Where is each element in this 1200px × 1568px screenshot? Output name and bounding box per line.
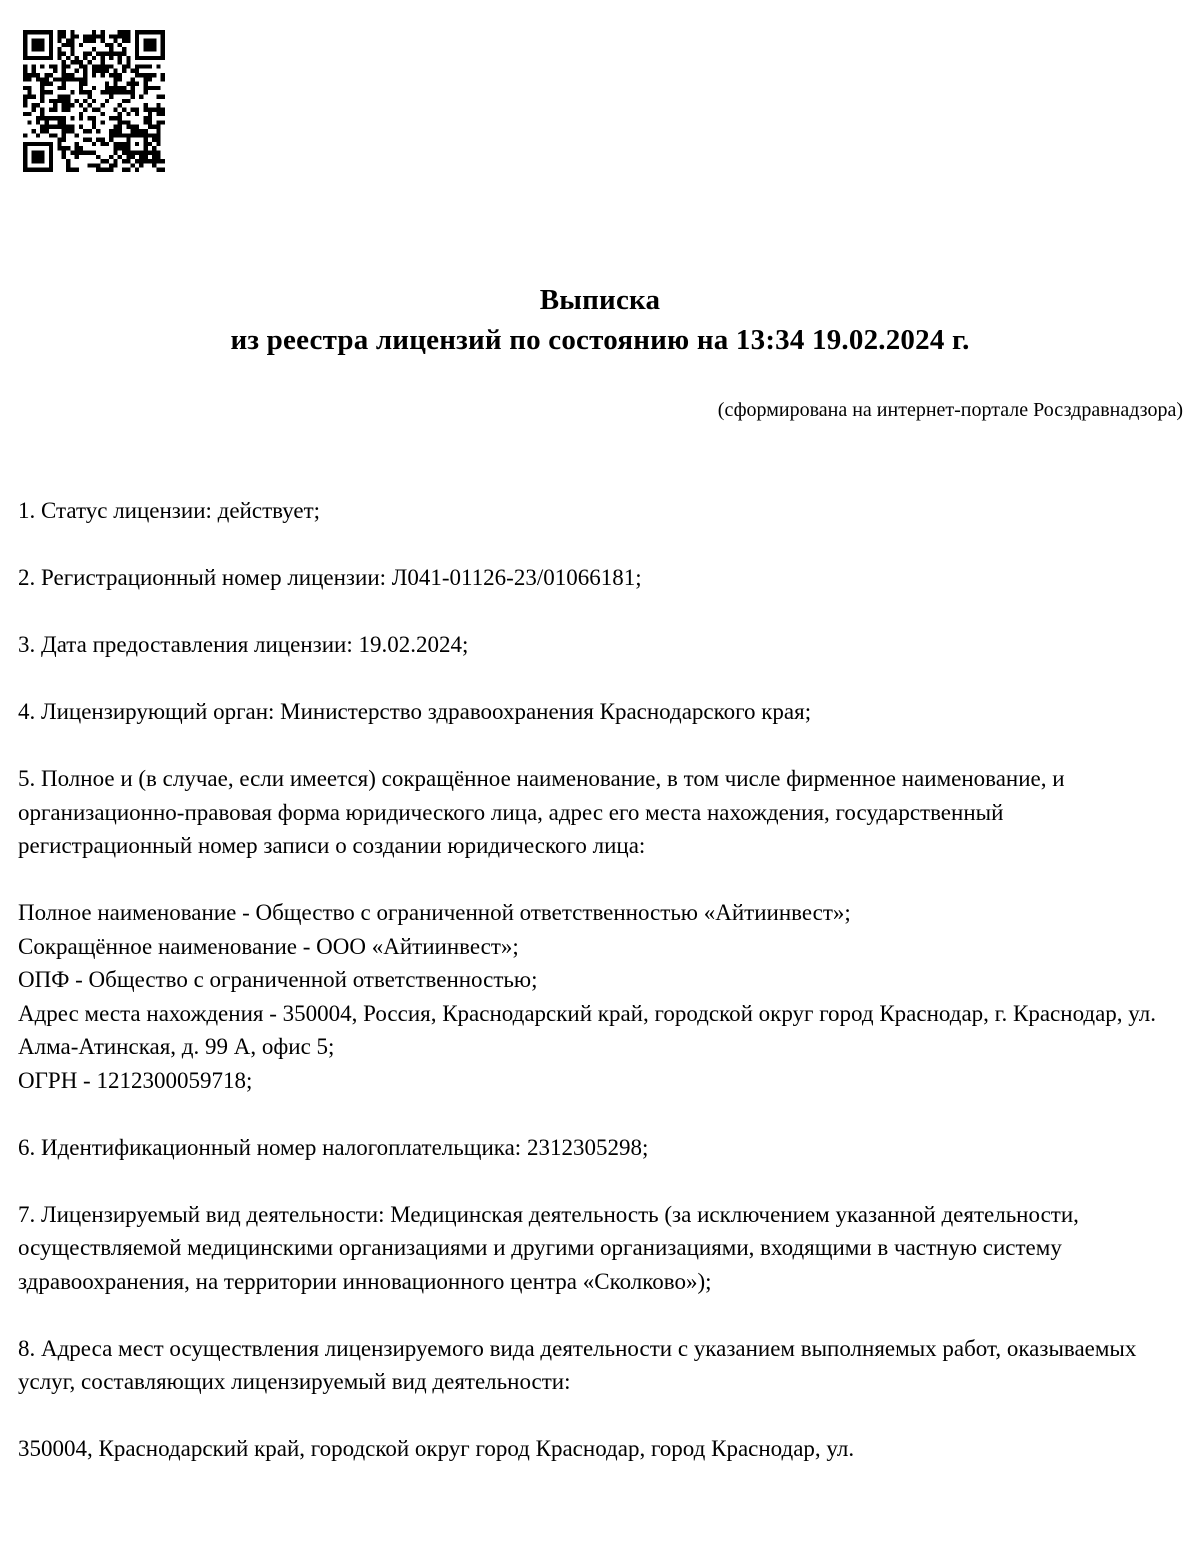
document-title-line1: Выписка [539,284,661,316]
paragraph-line: Сокращённое наименование - ООО «Айтиинвест»; [18,933,519,959]
paragraph [18,695,1182,729]
paragraph-line: 2. Регистрационный номер лицензии: Л041-01126-23/01066181; [18,565,642,590]
paragraph [18,1198,1182,1299]
paragraph-line: Полное наименование - Общество с ограниченной ответственностью «Айтиинвест»; [18,900,851,925]
document-subtitle: (сформирована на интернет-портале Росздравнадзора) [717,399,1183,421]
document-title-block [0,280,1200,360]
paragraph-line: 8. Адреса мест осуществления лицензируемого вида деятельности с указанием выполняемых работ, оказываемых услуг, составляющих лицензируемый вид деятельности: [18,1335,1137,1394]
paragraph [18,1432,1182,1466]
paragraph-line: 5. Полное и (в случае, если имеется) сокращённое наименование, в том числе фирменное наименование, и организационно-правовая форма юридического лица, адрес его места нахождения, государственный регистрационный номер записи о создании юридического лица: [18,766,1065,858]
paragraph [18,561,1182,595]
paragraph-line: 6. Идентификационный номер налогоплательщика: 2312305298; [18,1134,649,1160]
paragraph-line: 1. Статус лицензии: действует; [18,498,321,523]
paragraph [18,1131,1182,1165]
paragraph-line: Адрес места нахождения - 350004, Россия, Краснодарский край, городской округ город Краснодар, г. Краснодар, ул. Алма-Атинская, д. 99 А, офис 5; [18,1000,1157,1059]
document-body [0,494,1200,1466]
paragraph [18,896,1182,1097]
paragraph [18,494,1182,528]
paragraph-line: ОПФ - Общество с ограниченной ответственностью; [18,967,538,992]
paragraph [18,628,1182,662]
paragraph-line: 4. Лицензирующий орган: Министерство здравоохранения Краснодарского края; [18,699,812,724]
paragraph-line: ОГРН - 1212300059718; [18,1067,253,1093]
paragraph-line: 3. Дата предоставления лицензии: 19.02.2024; [18,632,469,657]
paragraph-line: 350004, Краснодарский край, городской округ город Краснодар, город Краснодар, ул. [18,1436,855,1461]
paragraph [18,762,1182,863]
document-title-line2: из реестра лицензий по состоянию на 13:34 19.02.2024 г. [230,324,970,356]
paragraph-line: 7. Лицензируемый вид деятельности: Медицинская деятельность (за исключением указанной деятельности, осуществляемой медицинскими организациями и другими организациями, входящими в частную систему здравоохранения, на территории инновационного центра «Сколково»); [18,1201,1079,1294]
paragraph [18,1332,1182,1399]
